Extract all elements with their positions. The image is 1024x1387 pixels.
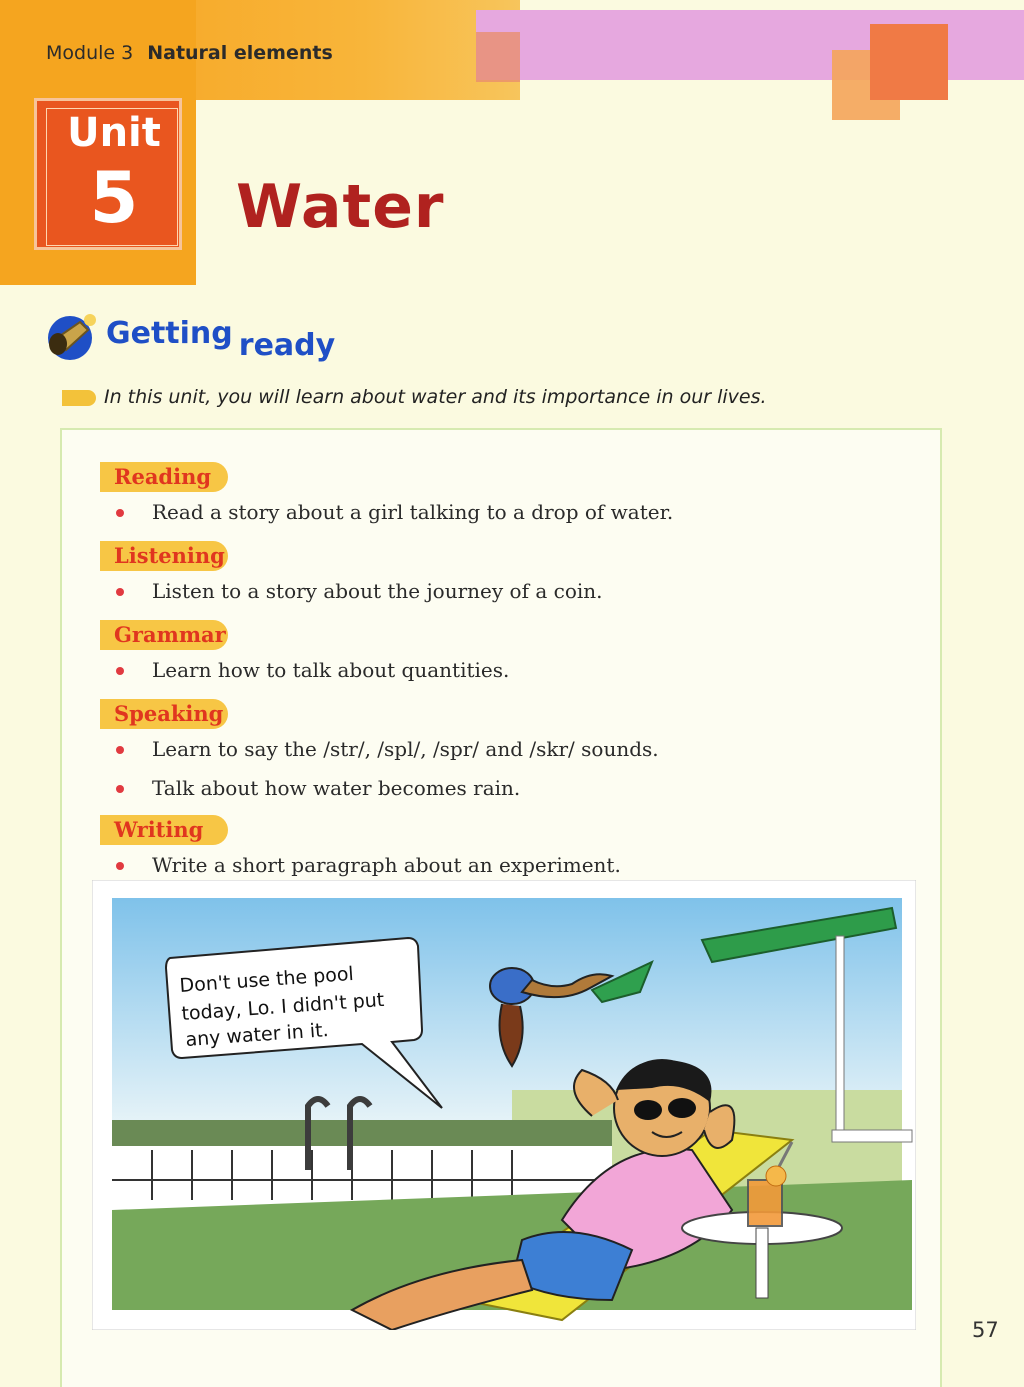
list-item — [100, 770, 920, 807]
trumpet-icon — [44, 310, 100, 362]
bullet-icon — [116, 667, 124, 675]
header-pink-strip-end — [940, 62, 1024, 78]
section-label: Writing — [100, 815, 228, 845]
section-grammar — [100, 620, 920, 689]
speech-line-3: any water in it. — [184, 1019, 330, 1051]
bullet-icon — [116, 509, 124, 517]
getting-ready-heading — [106, 316, 336, 363]
item-text: Talk about how water becomes rain. — [152, 776, 521, 800]
decor-square — [870, 24, 948, 100]
page-title: Water — [236, 172, 445, 242]
list-item — [100, 494, 920, 531]
section-reading — [100, 462, 920, 531]
page-number: 57 — [972, 1318, 999, 1342]
speech-line-1: Don't use the pool — [178, 962, 355, 997]
bullet-icon — [116, 588, 124, 596]
speech-line-2: today, Lo. I didn't put — [180, 988, 385, 1025]
section-speaking — [100, 699, 920, 807]
section-label: Reading — [100, 462, 228, 492]
bullet-icon — [116, 746, 124, 754]
cartoon-illustration — [92, 880, 916, 1330]
module-heading — [46, 42, 333, 64]
list-item — [100, 652, 920, 689]
decor-square — [476, 32, 520, 82]
item-text: Learn how to talk about quantities. — [152, 658, 510, 682]
section-label: Listening — [100, 541, 228, 571]
unit-number: 5 — [89, 157, 139, 239]
section-writing — [100, 815, 920, 884]
item-text: Write a short paragraph about an experiment. — [152, 853, 621, 877]
item-text: Listen to a story about the journey of a coin. — [152, 579, 603, 603]
list-item — [100, 573, 920, 610]
section-label: Speaking — [100, 699, 228, 729]
module-name: Natural elements — [147, 42, 333, 64]
bullet-icon — [116, 785, 124, 793]
section-label: Grammar — [100, 620, 228, 650]
getting-ready-word1: Getting — [106, 316, 233, 351]
getting-ready-word2: ready — [238, 328, 336, 363]
bullet-icon — [116, 862, 124, 870]
list-item — [100, 731, 920, 768]
intro-marker — [62, 390, 96, 406]
intro-text: In this unit, you will learn about water and its importance in our lives. — [104, 386, 767, 408]
section-listening — [100, 541, 920, 610]
list-item — [100, 847, 920, 884]
unit-word: Unit — [67, 110, 161, 156]
item-text: Read a story about a girl talking to a drop of water. — [152, 500, 674, 524]
item-text: Learn to say the /str/, /spl/, /spr/ and /skr/ sounds. — [152, 737, 659, 761]
module-label: Module 3 — [46, 42, 134, 64]
